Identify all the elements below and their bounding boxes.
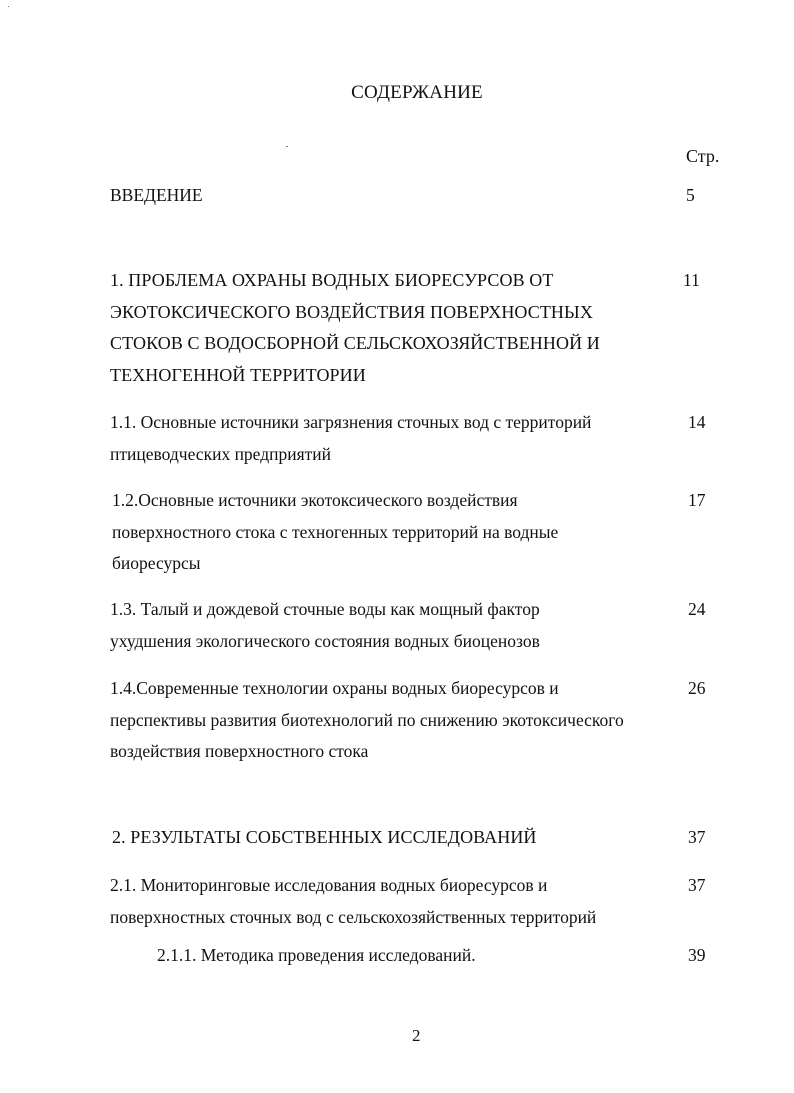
toc-entry-line: ухудшения экологического состояния водных биоценозов — [110, 630, 540, 651]
toc-entry-line: 2. РЕЗУЛЬТАТЫ СОБСТВЕННЫХ ИССЛЕДОВАНИЙ — [112, 827, 537, 847]
toc-page-number: 5 — [686, 185, 695, 205]
toc-entry-section-1-2[interactable] — [112, 485, 558, 580]
toc-page-number: 24 — [688, 599, 706, 619]
toc-page-number: 26 — [688, 678, 706, 698]
scan-speck — [8, 6, 9, 7]
toc-entry-chapter-1[interactable] — [110, 265, 600, 391]
toc-entry-line: ЭКОТОКСИЧЕСКОГО ВОЗДЕЙСТВИЯ ПОВЕРХНОСТНЫХ — [110, 301, 593, 322]
toc-entry-line: 1.2.Основные источники экотоксического воздействия — [112, 490, 518, 510]
toc-entry-line: воздействия поверхностного стока — [110, 741, 369, 761]
toc-page-number: 11 — [683, 270, 700, 290]
toc-entry-line: ВВЕДЕНИЕ — [110, 185, 203, 205]
toc-entry-line: птицеводческих предприятий — [110, 443, 332, 464]
toc-entry-line: биоресурсы — [112, 553, 201, 573]
page-title: СОДЕРЖАНИЕ — [351, 82, 483, 103]
footer-page-number: 2 — [412, 1026, 421, 1045]
toc-page-number: 17 — [688, 490, 706, 510]
toc-entry-line: поверхностных сточных вод с сельскохозяйственных территорий — [110, 906, 597, 927]
scan-speck — [286, 146, 288, 147]
toc-entry-line: перспективы развития биотехнологий по снижению экотоксического — [110, 709, 624, 730]
toc-entry-section-1-4[interactable] — [110, 673, 624, 768]
toc-entry-section-2-1-1[interactable] — [157, 940, 476, 972]
page-column-header: Стр. — [686, 146, 720, 166]
toc-entry-line: ТЕХНОГЕННОЙ ТЕРРИТОРИИ — [110, 364, 366, 385]
toc-page-number: 39 — [688, 945, 706, 965]
toc-entry-line: поверхностного стока с техногенных территорий на водные — [112, 521, 559, 542]
toc-page-number: 37 — [688, 827, 706, 847]
toc-entry-introduction[interactable] — [110, 180, 203, 212]
toc-entry-line: 1. ПРОБЛЕМА ОХРАНЫ ВОДНЫХ БИОРЕСУРСОВ ОТ — [110, 270, 554, 290]
toc-entry-section-2-1[interactable] — [110, 870, 596, 933]
toc-entry-line: 1.4.Современные технологии охраны водных биоресурсов и — [110, 678, 559, 698]
toc-entry-line: 2.1.1. Методика проведения исследований. — [157, 945, 476, 965]
toc-entry-line: 1.1. Основные источники загрязнения сточных вод с территорий — [110, 412, 592, 432]
toc-page-number: 37 — [688, 875, 706, 895]
toc-entry-section-1-3[interactable] — [110, 594, 540, 657]
toc-entry-line: СТОКОВ С ВОДОСБОРНОЙ СЕЛЬСКОХОЗЯЙСТВЕННОЙ И — [110, 333, 600, 353]
toc-entry-chapter-2[interactable] — [112, 822, 537, 854]
toc-entry-line: 2.1. Мониторинговые исследования водных биоресурсов и — [110, 875, 548, 895]
toc-entry-section-1-1[interactable] — [110, 407, 591, 470]
toc-entry-line: 1.3. Талый и дождевой сточные воды как мощный фактор — [110, 599, 540, 619]
toc-page-number: 14 — [688, 412, 706, 432]
